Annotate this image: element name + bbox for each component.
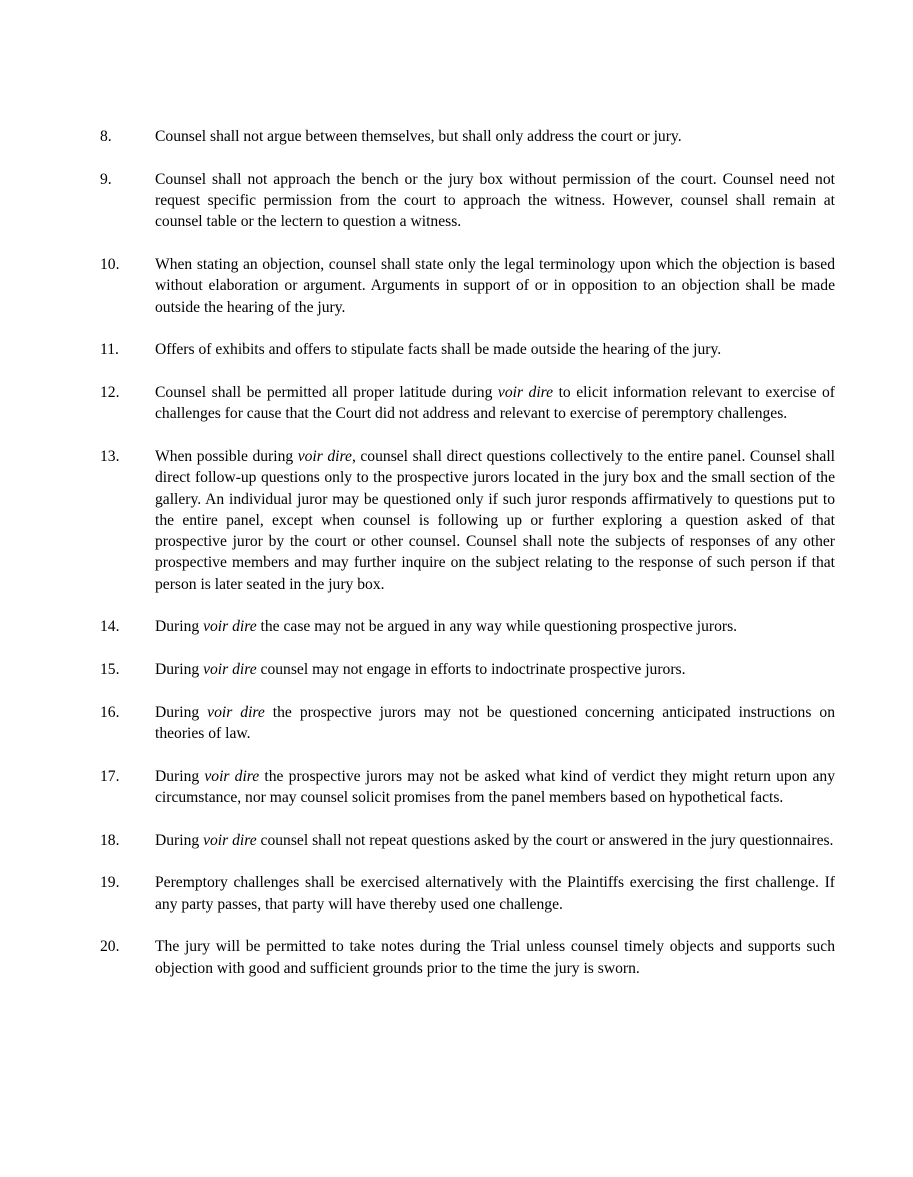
rule-text-segment: counsel shall not repeat questions asked by the court or answered in the jury questionnaires.	[256, 831, 834, 849]
rule-text-segment: During	[155, 703, 208, 721]
rule-text-italic: voir dire	[297, 447, 352, 465]
rule-item	[100, 936, 835, 979]
rule-text-segment: During	[155, 618, 204, 636]
rule-number: 19.	[100, 874, 120, 892]
rule-text-segment: When stating an objection, counsel shall state only the legal terminology upon which the objection is based without elaboration or argument. Arguments in support of or in opposition to an objection shall be made outside the hearing of the jury.	[155, 255, 835, 316]
rule-text	[155, 616, 835, 637]
rule-item	[100, 169, 835, 233]
rule-text-segment: to elicit information relevant to exercise of challenges for cause that the Court did not address and relevant to exercise of peremptory challenges.	[155, 383, 835, 423]
rule-item	[100, 446, 835, 595]
rule-item	[100, 382, 835, 425]
rule-item	[100, 830, 835, 851]
rule-number: 17.	[100, 767, 120, 785]
rule-text	[155, 169, 835, 233]
rule-number: 12.	[100, 383, 120, 401]
rule-text	[155, 936, 835, 979]
rule-item	[100, 872, 835, 915]
rule-number: 8.	[100, 128, 112, 145]
rule-number: 10.	[100, 255, 120, 273]
rule-text-segment: During	[155, 661, 204, 679]
rule-item	[100, 659, 835, 680]
rule-text-italic: voir dire	[203, 618, 257, 636]
rule-text-segment: counsel may not engage in efforts to indoctrinate prospective jurors.	[256, 661, 686, 679]
rule-text	[155, 446, 835, 595]
rule-number: 14.	[100, 618, 120, 636]
rule-number: 13.	[100, 447, 120, 465]
rule-text-segment: The jury will be permitted to take notes during the Trial unless counsel timely objects and supports such objection with good and sufficient grounds prior to the time the jury is sworn.	[155, 938, 835, 977]
rule-text	[155, 702, 835, 745]
rule-text-segment: Counsel shall be permitted all proper latitude during	[155, 383, 498, 401]
rule-number: 18.	[100, 831, 120, 849]
rule-text-italic: voir dire	[203, 661, 257, 679]
rule-text-segment: the prospective jurors may not be questioned concerning anticipated instructions on theories of law.	[155, 703, 835, 743]
rule-text	[155, 659, 835, 680]
rule-number: 11.	[100, 341, 119, 359]
rule-text-segment: the prospective jurors may not be asked what kind of verdict they might return upon any circumstance, nor may counsel solicit promises from the panel members based on hypothetical facts.	[155, 767, 836, 807]
rule-text-segment: During	[155, 767, 205, 785]
rule-number: 20.	[100, 938, 120, 956]
rule-text-segment: Peremptory challenges shall be exercised alternatively with the Plaintiffs exercising the first challenge. If any party passes, that party will have thereby used one challenge.	[155, 874, 835, 913]
rule-text	[155, 872, 835, 915]
rule-text-segment: Counsel shall not approach the bench or the jury box without permission of the court. Counsel need not request specific permission from the court to approach the witness. However, counsel shall remain at counsel table or the lectern to question a witness.	[155, 170, 835, 231]
rule-text	[155, 766, 835, 809]
rule-number: 16.	[100, 703, 120, 721]
rule-text-italic: voir dire	[497, 383, 554, 401]
rule-text	[155, 126, 835, 147]
rule-item	[100, 339, 835, 360]
rule-text	[155, 830, 835, 851]
rule-text	[155, 254, 835, 318]
rule-text-italic: voir dire	[204, 767, 260, 785]
rule-item	[100, 254, 835, 318]
rule-text	[155, 382, 835, 425]
rule-text-italic: voir dire	[203, 831, 257, 849]
rule-item	[100, 616, 835, 637]
rule-item	[100, 766, 835, 809]
rule-text-segment: Offers of exhibits and offers to stipulate facts shall be made outside the hearing of the jury.	[155, 341, 722, 359]
rule-text	[155, 339, 835, 360]
rule-number: 15.	[100, 661, 120, 679]
rule-text-segment: Counsel shall not argue between themselves, but shall only address the court or jury.	[155, 128, 682, 145]
rule-text-segment: the case may not be argued in any way while questioning prospective jurors.	[256, 618, 738, 636]
rules-list	[100, 126, 835, 1000]
rule-text-italic: voir dire	[207, 703, 265, 721]
rule-item	[100, 126, 835, 147]
rule-text-segment: During	[155, 831, 204, 849]
rule-text-segment: , counsel shall direct questions collectively to the entire panel. Counsel shall direct follow-up questions only to the prospective jurors located in the jury box and the small section of the gallery. An individual juror may be questioned only if such juror responds affirmatively to questions put to the entire panel, except when counsel is following up or further exploring a question asked of that prospective juror by the court or other counsel. Counsel shall note the subjects of responses of any other prospective members and may further inquire on the subject relating to the response of such person if that person is later seated in the jury box.	[155, 447, 836, 593]
rule-text-segment: When possible during	[155, 447, 298, 465]
rule-number: 9.	[100, 170, 112, 188]
rule-item	[100, 702, 835, 745]
